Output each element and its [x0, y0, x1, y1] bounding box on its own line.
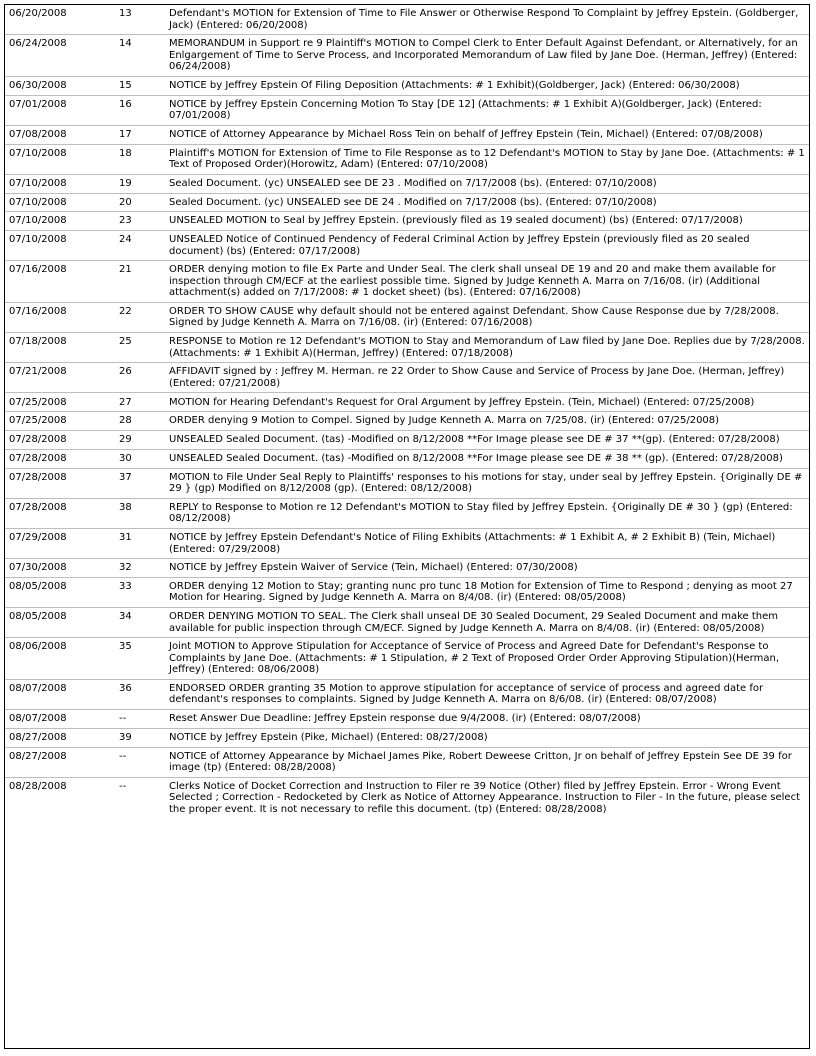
- entry-number: 17: [115, 125, 165, 144]
- docket-body: [5, 5, 809, 818]
- entry-number: 26: [115, 363, 165, 393]
- entry-text: Clerks Notice of Docket Correction and Instruction to Filer re 39 Notice (Other) filed by Jeffrey Epstein. Error - Wrong Event Selected ; Correction - Redocketed by Clerk as Notice of Attorney Appearance. Instruction to Filer - In the future, please select the proper event. It is not necessary to refile this document. (tp) (Entered: 08/28/2008): [169, 780, 800, 815]
- docket-entry-row: [5, 212, 809, 231]
- entry-date: 08/28/2008: [9, 780, 67, 792]
- docket-entry-row: [5, 261, 809, 303]
- entry-date: 07/01/2008: [5, 95, 115, 125]
- entry-text: NOTICE of Attorney Appearance by Michael Ross Tein on behalf of Jeffrey Epstein (Tein, Michael) (Entered: 07/08/2008): [165, 125, 809, 144]
- entry-date: 07/10/2008: [5, 144, 115, 174]
- entry-date: 07/28/2008: [5, 498, 115, 528]
- docket-entry-row: [5, 363, 809, 393]
- entry-number: 15: [115, 76, 165, 95]
- docket-page: [4, 4, 810, 1049]
- entry-text: Sealed Document. (yc) UNSEALED see DE 24 . Modified on 7/17/2008 (bs). (Entered: 07/10/2008): [165, 193, 809, 212]
- entry-number: --: [119, 780, 127, 792]
- entry-number: 13: [115, 5, 165, 35]
- entry-text: NOTICE by Jeffrey Epstein Of Filing Deposition (Attachments: # 1 Exhibit)(Goldberger, Jack) (Entered: 06/30/2008): [165, 76, 809, 95]
- entry-text: Defendant's MOTION for Extension of Time to File Answer or Otherwise Respond To Complaint by Jeffrey Epstein. (Goldberger, Jack) (Entered: 06/20/2008): [165, 5, 809, 35]
- entry-text: UNSEALED MOTION to Seal by Jeffrey Epstein. (previously filed as 19 sealed document) (bs) (Entered: 07/17/2008): [165, 212, 809, 231]
- entry-number: 21: [115, 261, 165, 303]
- docket-entry-row: [5, 498, 809, 528]
- entry-date: 08/06/2008: [5, 638, 115, 680]
- docket-entry-row: [5, 333, 809, 363]
- entry-date: 07/16/2008: [5, 302, 115, 332]
- entry-number: 39: [115, 728, 165, 747]
- entry-date: 07/28/2008: [5, 430, 115, 449]
- entry-text: ORDER denying 12 Motion to Stay; granting nunc pro tunc 18 Motion for Extension of Time to Respond ; denying as moot 27 Motion for Hearing. Signed by Judge Kenneth A. Marra on 8/4/08. (ir) (Entered: 08/05/2008): [165, 577, 809, 607]
- entry-date: 08/27/2008: [5, 747, 115, 777]
- entry-text: ORDER denying 9 Motion to Compel. Signed by Judge Kenneth A. Marra on 7/25/08. (ir) (Entered: 07/25/2008): [165, 412, 809, 431]
- entry-text: REPLY to Response to Motion re 12 Defendant's MOTION to Stay filed by Jeffrey Epstein. {Originally DE # 30 } (gp) (Entered: 08/12/2008): [165, 498, 809, 528]
- entry-date: 06/30/2008: [5, 76, 115, 95]
- docket-entry-row: [5, 393, 809, 412]
- docket-entry-row: [5, 412, 809, 431]
- entry-date: 07/10/2008: [5, 231, 115, 261]
- entry-text: MOTION for Hearing Defendant's Request for Oral Argument by Jeffrey Epstein. (Tein, Michael) (Entered: 07/25/2008): [165, 393, 809, 412]
- entry-date: 07/28/2008: [5, 449, 115, 468]
- entry-number: 29: [115, 430, 165, 449]
- entry-date: 07/28/2008: [5, 468, 115, 498]
- docket-entry-row: [5, 76, 809, 95]
- entry-text: ENDORSED ORDER granting 35 Motion to approve stipulation for acceptance of service of process and agreed date for defendant's responses to complaints. Signed by Judge Kenneth A. Marra on 8/6/08. (ir) (Entered: 08/07/2008): [165, 679, 809, 709]
- entry-text: ORDER denying motion to file Ex Parte and Under Seal. The clerk shall unseal DE 19 and 20 and make them available for inspection through CM/ECF at the earliest possible time. Signed by Judge Kenneth A. Marra on 7/16/08. (ir) (Additional attachment(s) added on 7/17/2008: # 1 docket sheet) (bs). (Entered: 07/16/2008): [165, 261, 809, 303]
- entry-text: AFFIDAVIT signed by : Jeffrey M. Herman. re 22 Order to Show Cause and Service of Process by Jane Doe. (Herman, Jeffrey) (Entered: 07/21/2008): [165, 363, 809, 393]
- entry-text: ORDER DENYING MOTION TO SEAL. The Clerk shall unseal DE 30 Sealed Document, 29 Sealed Document and make them available for public inspection through CM/ECF. Signed by Judge Kenneth A. Marra on 8/4/08. (ir) (Entered: 08/05/2008): [165, 608, 809, 638]
- entry-number: 20: [115, 193, 165, 212]
- entry-number: --: [115, 710, 165, 729]
- entry-number: 14: [115, 35, 165, 77]
- docket-entry-row: [5, 449, 809, 468]
- entry-date: 07/18/2008: [5, 333, 115, 363]
- docket-entry-row: [5, 5, 809, 35]
- docket-entry-row: [5, 747, 809, 777]
- docket-entry-row: [5, 528, 809, 558]
- docket-entry-row: [5, 577, 809, 607]
- entry-number: --: [115, 747, 165, 777]
- entry-text: MOTION to File Under Seal Reply to Plaintiffs' responses to his motions for stay, under seal by Jeffrey Epstein. {Originally DE # 29 } (gp) Modified on 8/12/2008 (gp). (Entered: 08/12/2008): [165, 468, 809, 498]
- entry-number: 36: [115, 679, 165, 709]
- entry-date: 06/24/2008: [5, 35, 115, 77]
- entry-number: 38: [115, 498, 165, 528]
- entry-date: 08/07/2008: [5, 679, 115, 709]
- entry-date: 07/16/2008: [5, 261, 115, 303]
- docket-table: [5, 5, 809, 818]
- docket-entry-row: [5, 679, 809, 709]
- entry-date: 06/20/2008: [5, 5, 115, 35]
- entry-date: 08/05/2008: [5, 577, 115, 607]
- docket-entry-row: [5, 231, 809, 261]
- entry-date: 07/10/2008: [5, 193, 115, 212]
- entry-text: NOTICE by Jeffrey Epstein Defendant's Notice of Filing Exhibits (Attachments: # 1 Exhibit A, # 2 Exhibit B) (Tein, Michael) (Entered: 07/29/2008): [165, 528, 809, 558]
- entry-number: 31: [115, 528, 165, 558]
- docket-entry-row: [5, 35, 809, 77]
- docket-entry-row: [5, 728, 809, 747]
- entry-date: 07/25/2008: [5, 393, 115, 412]
- entry-date: 07/10/2008: [5, 212, 115, 231]
- entry-number: 19: [115, 174, 165, 193]
- entry-number: 27: [115, 393, 165, 412]
- entry-text: MEMORANDUM in Support re 9 Plaintiff's MOTION to Compel Clerk to Enter Default Against Defendant, or Alternatively, for an Enlgargement of Time to Serve Process, and Incorporated Memorandum of Law filed by Jane Doe. (Herman, Jeffrey) (Entered: 06/24/2008): [165, 35, 809, 77]
- entry-text: Joint MOTION to Approve Stipulation for Acceptance of Service of Process and Agreed Date for Defendant's Response to Complaints by Jane Doe. (Attachments: # 1 Stipulation, # 2 Text of Proposed Order Order Approving Stipulation)(Herman, Jeffrey) (Entered: 08/06/2008): [165, 638, 809, 680]
- entry-number: 28: [115, 412, 165, 431]
- entry-number: 35: [115, 638, 165, 680]
- entry-date: 08/07/2008: [5, 710, 115, 729]
- entry-number: 30: [115, 449, 165, 468]
- entry-date: 07/08/2008: [5, 125, 115, 144]
- entry-date: 08/27/2008: [5, 728, 115, 747]
- docket-entry-row: [5, 559, 809, 578]
- entry-number: 18: [115, 144, 165, 174]
- entry-text: UNSEALED Notice of Continued Pendency of Federal Criminal Action by Jeffrey Epstein (previously filed as 20 sealed document) (bs) (Entered: 07/17/2008): [165, 231, 809, 261]
- docket-entry-row: [5, 638, 809, 680]
- entry-text: NOTICE of Attorney Appearance by Michael James Pike, Robert Deweese Critton, Jr on behalf of Jeffrey Epstein See DE 39 for image (tp) (Entered: 08/28/2008): [165, 747, 809, 777]
- entry-text: NOTICE by Jeffrey Epstein (Pike, Michael) (Entered: 08/27/2008): [165, 728, 809, 747]
- docket-entry-row: [5, 777, 809, 818]
- docket-entry-row: [5, 468, 809, 498]
- entry-date: 07/21/2008: [5, 363, 115, 393]
- docket-entry-row: [5, 95, 809, 125]
- entry-text: UNSEALED Sealed Document. (tas) -Modified on 8/12/2008 **For Image please see DE # 37 **(gp). (Entered: 07/28/2008): [165, 430, 809, 449]
- docket-entry-row: [5, 174, 809, 193]
- entry-text: ORDER TO SHOW CAUSE why default should not be entered against Defendant. Show Cause Response due by 7/28/2008. Signed by Judge Kenneth A. Marra on 7/16/08. (ir) (Entered: 07/16/2008): [165, 302, 809, 332]
- entry-text: Plaintiff's MOTION for Extension of Time to File Response as to 12 Defendant's MOTION to Stay by Jane Doe. (Attachments: # 1 Text of Proposed Order)(Horowitz, Adam) (Entered: 07/10/2008): [165, 144, 809, 174]
- entry-text: NOTICE by Jeffrey Epstein Concerning Motion To Stay [DE 12] (Attachments: # 1 Exhibit A)(Goldberger, Jack) (Entered: 07/01/2008): [165, 95, 809, 125]
- entry-number: 22: [115, 302, 165, 332]
- entry-text: UNSEALED Sealed Document. (tas) -Modified on 8/12/2008 **For Image please see DE # 38 ** (gp). (Entered: 07/28/2008): [165, 449, 809, 468]
- entry-date: 08/05/2008: [5, 608, 115, 638]
- entry-number: 37: [115, 468, 165, 498]
- entry-date: 07/25/2008: [5, 412, 115, 431]
- entry-date: 07/10/2008: [5, 174, 115, 193]
- entry-text: Reset Answer Due Deadline: Jeffrey Epstein response due 9/4/2008. (ir) (Entered: 08/07/2008): [165, 710, 809, 729]
- entry-date: 07/29/2008: [5, 528, 115, 558]
- docket-entry-row: [5, 608, 809, 638]
- entry-number: 16: [115, 95, 165, 125]
- entry-number: 33: [115, 577, 165, 607]
- entry-number: 25: [115, 333, 165, 363]
- docket-entry-row: [5, 430, 809, 449]
- entry-text: NOTICE by Jeffrey Epstein Waiver of Service (Tein, Michael) (Entered: 07/30/2008): [165, 559, 809, 578]
- docket-entry-row: [5, 144, 809, 174]
- entry-text: Sealed Document. (yc) UNSEALED see DE 23 . Modified on 7/17/2008 (bs). (Entered: 07/10/2008): [165, 174, 809, 193]
- entry-number: 32: [115, 559, 165, 578]
- docket-entry-row: [5, 710, 809, 729]
- entry-date: 07/30/2008: [5, 559, 115, 578]
- docket-entry-row: [5, 125, 809, 144]
- entry-number: 34: [115, 608, 165, 638]
- entry-text: RESPONSE to Motion re 12 Defendant's MOTION to Stay and Memorandum of Law filed by Jane Doe. Replies due by 7/28/2008. (Attachments: # 1 Exhibit A)(Herman, Jeffrey) (Entered: 07/18/2008): [165, 333, 809, 363]
- entry-number: 24: [115, 231, 165, 261]
- docket-entry-row: [5, 193, 809, 212]
- docket-entry-row: [5, 302, 809, 332]
- entry-number: 23: [115, 212, 165, 231]
